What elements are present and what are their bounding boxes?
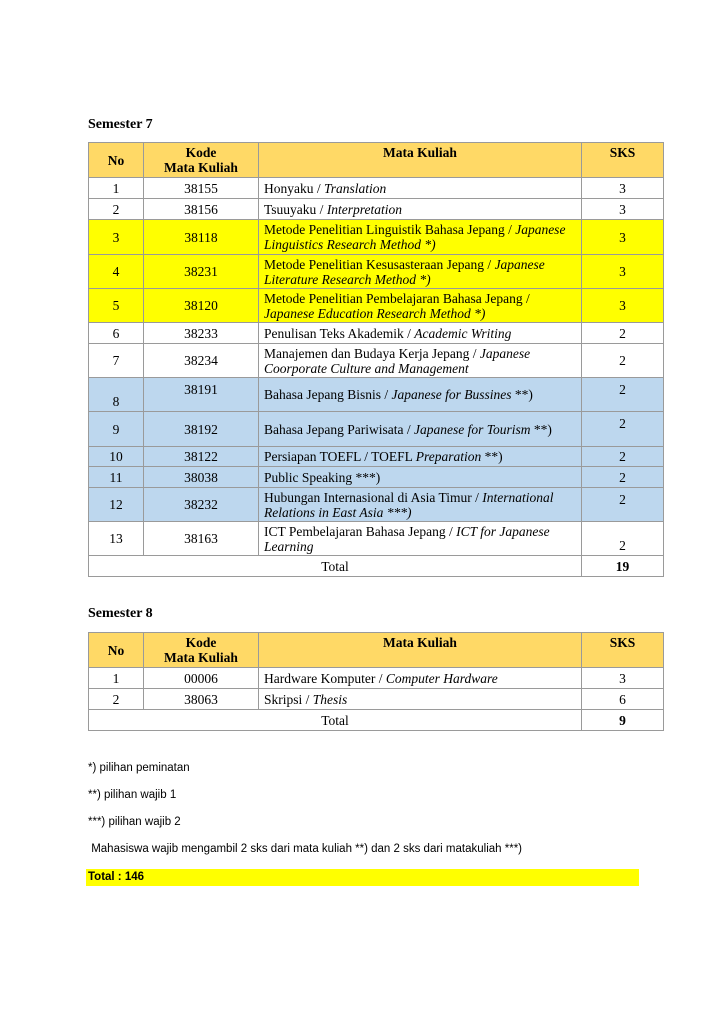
row-kode: 38231 [144,255,259,289]
row-no: 3 [89,220,144,255]
header-sks: SKS [582,143,664,178]
row-course: Penulisan Teks Akademik / Academic Writing [259,323,582,344]
row-kode: 38063 [144,689,259,710]
row-kode: 38233 [144,323,259,344]
row-kode: 38232 [144,488,259,522]
row-course: Metode Penelitian Linguistik Bahasa Jepang / Japanese Linguistics Research Method *) [259,220,582,255]
row-no: 2 [89,689,144,710]
row-kode: 38122 [144,447,259,467]
row-no: 4 [89,255,144,289]
table-header-row [89,143,664,178]
table-row [89,255,664,289]
table-row [89,689,664,710]
row-sks: 3 [582,178,664,199]
note-wajib-2: ***) pilihan wajib 2 [88,816,181,828]
table-row [89,378,664,412]
row-no: 12 [89,488,144,522]
header-mata-kuliah: Mata Kuliah [259,633,582,668]
total-label: Total [89,556,582,577]
table-row [89,289,664,323]
header-mata-kuliah: Mata Kuliah [259,143,582,178]
row-kode: 38234 [144,344,259,378]
row-course: Honyaku / Translation [259,178,582,199]
row-course: Bahasa Jepang Bisnis / Japanese for Bussines **) [259,378,582,412]
header-sks: SKS [582,633,664,668]
row-kode: 38156 [144,199,259,220]
row-kode: 38120 [144,289,259,323]
row-sks: 3 [582,199,664,220]
row-kode: 38155 [144,178,259,199]
row-course: Bahasa Jepang Pariwisata / Japanese for Tourism **) [259,412,582,447]
row-kode: 38038 [144,467,259,488]
total-row [89,710,664,731]
header-kode: Kode Mata Kuliah [144,633,259,668]
row-sks: 2 [582,323,664,344]
row-sks: 3 [582,668,664,689]
row-no: 5 [89,289,144,323]
semester-8-table [88,632,664,731]
header-no: No [89,633,144,668]
total-row [89,556,664,577]
row-sks: 3 [582,255,664,289]
grand-total: Total : 146 [86,869,639,886]
note-requirement: Mahasiswa wajib mengambil 2 sks dari mata kuliah **) dan 2 sks dari matakuliah ***) [88,843,522,855]
row-sks: 2 [582,344,664,378]
table-row [89,199,664,220]
row-course: Public Speaking ***) [259,467,582,488]
row-course: Skripsi / Thesis [259,689,582,710]
row-course: Metode Penelitian Pembelajaran Bahasa Jepang / Japanese Education Research Method *) [259,289,582,323]
row-sks: 2 [582,488,664,522]
row-kode: 38192 [144,412,259,447]
row-no: 1 [89,668,144,689]
row-no: 6 [89,323,144,344]
semester-7-title: Semester 7 [88,117,153,132]
total-label: Total [89,710,582,731]
row-no: 13 [89,522,144,556]
row-kode: 38163 [144,522,259,556]
table-row [89,668,664,689]
semester-7-table [88,142,664,577]
row-sks: 3 [582,220,664,255]
row-no: 11 [89,467,144,488]
header-no: No [89,143,144,178]
row-kode: 38118 [144,220,259,255]
row-sks: 2 [582,412,664,447]
table-row [89,467,664,488]
row-sks: 2 [582,522,664,556]
table-row [89,220,664,255]
row-sks: 2 [582,467,664,488]
note-peminatan: *) pilihan peminatan [88,762,190,774]
row-kode: 00006 [144,668,259,689]
table-row [89,178,664,199]
total-value: 9 [582,710,664,731]
table-row [89,488,664,522]
row-course: Manajemen dan Budaya Kerja Jepang / Japanese Coorporate Culture and Management [259,344,582,378]
row-course: Persiapan TOEFL / TOEFL Preparation **) [259,447,582,467]
row-course: Hardware Komputer / Computer Hardware [259,668,582,689]
row-sks: 2 [582,378,664,412]
table-row [89,344,664,378]
row-kode: 38191 [144,378,259,412]
note-wajib-1: **) pilihan wajib 1 [88,789,177,801]
row-course: Metode Penelitian Kesusasteraan Jepang / Japanese Literature Research Method *) [259,255,582,289]
row-sks: 6 [582,689,664,710]
table-header-row [89,633,664,668]
row-no: 2 [89,199,144,220]
row-no: 10 [89,447,144,467]
table-row [89,412,664,447]
table-row [89,323,664,344]
row-course: Hubungan Internasional di Asia Timur / International Relations in East Asia ***) [259,488,582,522]
table-row [89,522,664,556]
semester-8-title: Semester 8 [88,606,153,621]
table-row [89,447,664,467]
total-value: 19 [582,556,664,577]
row-no: 9 [89,412,144,447]
row-no: 8 [89,378,144,412]
row-sks: 3 [582,289,664,323]
row-course: Tsuuyaku / Interpretation [259,199,582,220]
row-sks: 2 [582,447,664,467]
row-course: ICT Pembelajaran Bahasa Jepang / ICT for Japanese Learning [259,522,582,556]
header-kode: Kode Mata Kuliah [144,143,259,178]
row-no: 1 [89,178,144,199]
row-no: 7 [89,344,144,378]
